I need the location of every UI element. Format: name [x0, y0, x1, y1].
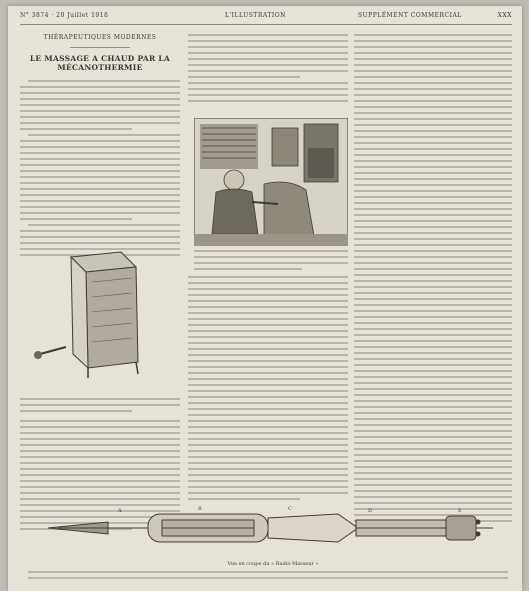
header-issue: N° 3874 · 20 Juillet 1918 — [20, 12, 109, 19]
treatment-engraving — [194, 118, 348, 246]
apparatus-illustration — [26, 242, 166, 392]
svg-text:D: D — [368, 508, 373, 514]
column-left — [20, 34, 180, 260]
article-title: LE MASSAGE A CHAUD PAR LA MÉCANOTHERMIE — [29, 54, 171, 72]
svg-text:B: B — [198, 506, 202, 512]
svg-text:A: A — [118, 508, 122, 514]
text-block-middle — [188, 276, 348, 504]
header-section: SUPPLÉMENT COMMERCIAL — [358, 12, 462, 19]
header-masthead: L'ILLUSTRATION — [225, 12, 286, 19]
cross-section-legend — [28, 571, 508, 583]
cross-section-diagram — [38, 502, 498, 554]
header-page-number: ΧΧΧ — [497, 12, 512, 19]
column-right — [354, 34, 512, 526]
article-kicker: THÉRAPEUTIQUES MODERNES — [43, 34, 157, 41]
engraving-caption — [194, 250, 348, 274]
kicker-rule — [70, 47, 130, 48]
column-middle — [188, 34, 348, 106]
apparatus-caption — [20, 398, 180, 416]
cross-section-title: Vue en coupe du « Radio-Masseur » — [227, 561, 319, 567]
newspaper-page — [8, 6, 522, 591]
svg-text:C: C — [288, 506, 292, 512]
text-block — [20, 80, 180, 256]
page-header — [20, 10, 512, 25]
svg-text:E: E — [458, 508, 462, 514]
